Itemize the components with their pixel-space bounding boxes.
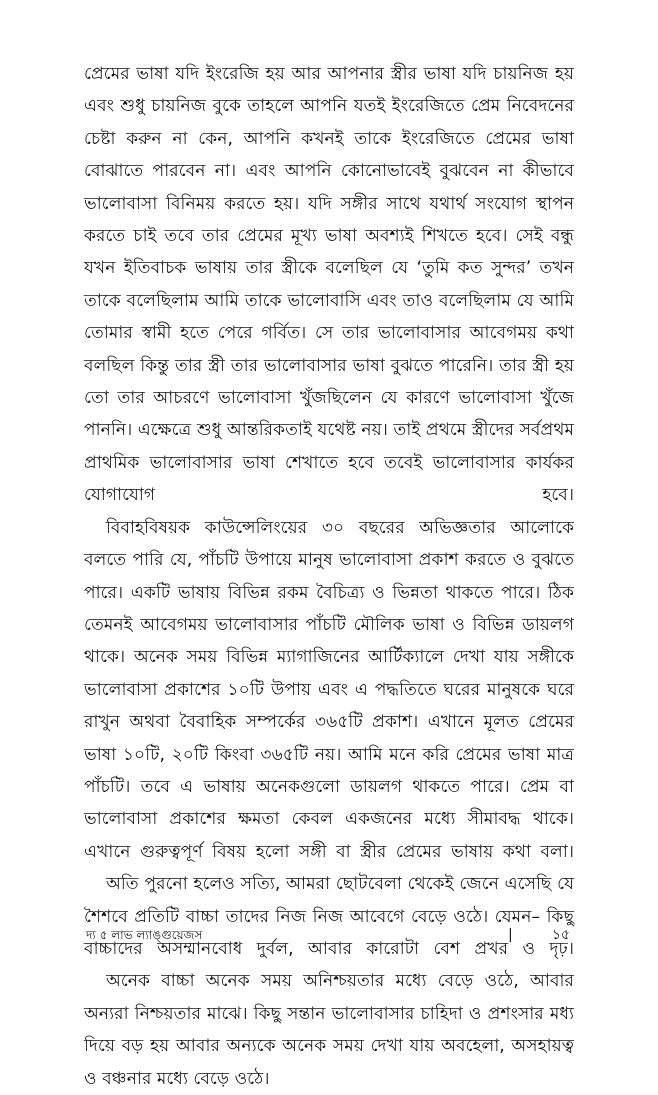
running-footer-title: দ্য ৫ লাভ ল্যাঙ্গুয়েজস xyxy=(86,928,203,942)
paragraph-3: অতি পুরনো হলেও সত্যি, আমরা ছোটবেলা থেকেই জেনে এসেছি যে শৈশবে প্রতিটি বাচ্চা তাদের নিজ নিজ আবেগে বেড়ে ওঠে। যেমন– কিছু বাচ্চাদের অসম্মানবোধ দুর্বল, আবার কারোটা বেশ প্রখর ও দৃঢ়। xyxy=(84,874,574,959)
footer-separator: | xyxy=(508,927,513,943)
paragraph-2: বিবাহবিষয়ক কাউন্সেলিংয়ের ৩০ বছরের অভিজ্ঞতার আলোকে বলতে পারি যে, পাঁচটি উপায়ে মানুষ ভালোবাসা প্রকাশ করতে ও বুঝতে পারে। একটি ভাষায় বিভিন্ন রকম বৈচিত্র্য ও ভিন্নতা থাকতে পারে। ঠিক তেমনই আবেগময় ভালোবাসার পাঁচটি মৌলিক ভাষা ও বিভিন্ন ডায়লগ থাকে। অনেক সময় বিভিন্ন ম্যাগাজিনের আর্টিক্যালে দেখা যায় সঙ্গীকে ভালোবাসা প্রকাশের ১০টি উপায় এবং এ পদ্ধতিতে ঘরের মানুষকে ঘরে রাখুন অথবা বৈবাহিক সম্পর্কের ৩৬৫টি প্রকাশ। এখানে মূলত প্রেমের ভাষা ১০টি, ২০টি কিংবা ৩৬৫টি নয়। আমি মনে করি প্রেমের ভাষা মাত্র পাঁচটি। তবে এ ভাষায় অনেকগুলো ডায়লগ থাকতে পারে। প্রেম বা ভালোবাসা প্রকাশের ক্ষমতা কেবল একজনের মধ্যে সীমাবদ্ধ থাকে। এখানে গুরুত্বপূর্ণ বিষয় হলো সঙ্গী বা স্ত্রীর প্রেমের ভাষায় কথা বলা। xyxy=(84,517,574,862)
paragraph-1: প্রেমের ভাষা যদি ইংরেজি হয় আর আপনার স্ত্রীর ভাষা যদি চায়নিজ হয় এবং শুধু চায়নিজ বুকে তাহলে আপনি যতই ইংরেজিতে প্রেম নিবেদনের চেষ্টা করুন না কেন, আপনি কখনই তাকে ইংরেজিতে প্রেমের ভাষা বোঝাতে পারবেন না। এবং আপনি কোনোভাবেই বুঝবেন না কীভাবে ভালোবাসা বিনিময় করতে হয়। যদি সঙ্গীর সাথে যথার্থ সংযোগ স্থাপন করতে চাই তবে তার প্রেমের মূখ্য ভাষা অবশ্যই শিখতে হবে। সেই বন্ধু যখন ইতিবাচক ভাষায় তার স্ত্রীকে বলেছিল যে ‘তুমি কত সুন্দর’ তখন তাকে বলেছিলাম আমি তাকে ভালোবাসি এবং তাও বলেছিলাম যে আমি তোমার স্বামী হতে পেরে গর্বিত। সে তার ভালোবাসার আবেগময় কথা বলছিল কিন্তু তার স্ত্রী তার ভালোবাসার ভাষা বুঝতে পারেনি। তার স্ত্রী হয় তো তার আচরণে ভালোবাসা খুঁজছিলেন যে কারণে ভালোবাসা খুঁজে পাননি। এক্ষেত্রে শুধু আন্তরিকতাই যথেষ্ট নয়। তাই প্রথমে স্ত্রীদের সর্বপ্রথম প্রাথমিক ভালোবাসার ভাষা শেখাতে হবে তবেই ভালোবাসার কার্যকর যোগাযোগ হবে। xyxy=(84,64,574,506)
page-footer xyxy=(86,924,572,946)
page-number: ১৫ xyxy=(551,927,570,943)
page-body xyxy=(84,58,574,1089)
paragraph-4: অনেক বাচ্চা অনেক সময় অনিশ্চয়তার মধ্যে বেড়ে ওঠে, আবার অন্যরা নিশ্চয়তার মাঝে। কিছু সন্তান ভালোবাসার চাহিদা ও প্রশংসার মধ্য দিয়ে বড় হয় আবার অন্যকে অনেক সময় দেখা যায় অবহেলা, অসহায়ত্ব ও বঞ্চনার মধ্যে বেড়ে ওঠে। xyxy=(84,971,574,1089)
